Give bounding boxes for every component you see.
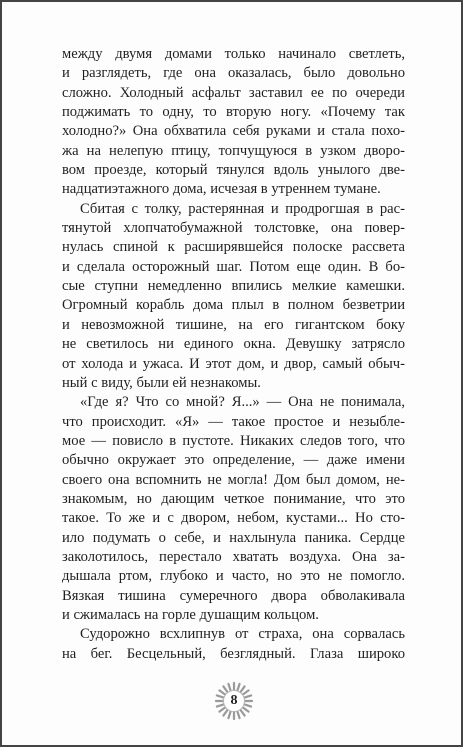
text-line: «Где я? Что со мной? Я...» — Она не понимала, bbox=[80, 394, 405, 411]
text-line: такое. То же и с двором, небом, кустами... Но сто- bbox=[62, 510, 405, 527]
text-line: своего она вспомнить не могла! Дом был домом, не- bbox=[62, 471, 405, 488]
text-line: заколотилось, перестало хватать воздуха. Она за- bbox=[62, 548, 405, 565]
page-number: 8 bbox=[230, 693, 238, 708]
text-line: Вязкая тишина сумеречного двора обволакивала bbox=[62, 587, 405, 604]
text-line: ило подумать о себе, и нахлынула паника. Сердце bbox=[62, 529, 405, 546]
text-line: от холода и ужаса. И этот дом, и двор, самый обыч- bbox=[62, 355, 405, 372]
text-line: Сбитая с толку, растерянная и продрогшая в рас- bbox=[80, 200, 405, 217]
text-line: и невозможной тишине, на его гигантском боку bbox=[62, 316, 405, 333]
text-line: мое — повисло в пустоте. Никаких следов того, что bbox=[62, 432, 405, 449]
text-line: жа на нелепую птицу, топчущуюся в узком дворо- bbox=[62, 142, 405, 159]
text-line: и сделала осторожный шаг. Потом еще один. В бо- bbox=[62, 258, 405, 275]
text-line: нулась спиной к расширявшейся полоске рассвета bbox=[62, 239, 405, 256]
body-text bbox=[62, 45, 405, 664]
text-line: поджимать то одну, то вторую ногу. «Почему так bbox=[62, 104, 405, 121]
text-line: Огромный корабль дома плыл в полном безветрии bbox=[62, 297, 405, 314]
page-number-ornament bbox=[214, 681, 254, 721]
text-line: что происходит. «Я» — такое простое и незыбле- bbox=[62, 413, 405, 430]
text-line: вом проезде, который тянулся вдоль унылого две- bbox=[62, 162, 405, 179]
text-line: обычно окружает это определение, — даже имени bbox=[62, 452, 405, 469]
text-line: Судорожно всхлипнув от страха, она сорвалась bbox=[80, 626, 405, 643]
text-line: дышала ртом, глубоко и часто, но это не помогло. bbox=[62, 568, 405, 585]
text-line: на бег. Бесцельный, безглядный. Глаза широко bbox=[62, 645, 405, 662]
text-line: и разглядеть, где она оказалась, было довольно bbox=[62, 65, 405, 82]
text-line: между двумя домами только начинало светлеть, bbox=[62, 46, 405, 62]
text-line: ный с виду, были ей незнакомы. bbox=[62, 374, 261, 391]
text-line: холодно?» Она обхватила себя руками и стала похо- bbox=[62, 123, 405, 140]
text-line: знакомым, но дающим четкое понимание, что это bbox=[62, 490, 405, 507]
text-line: не светилось ни единого окна. Девушку затрясло bbox=[62, 336, 405, 353]
text-line: сложно. Холодный асфальт заставил ее по очереди bbox=[62, 84, 405, 101]
text-line: сые ступни немедленно впились мелкие камешки. bbox=[62, 278, 405, 295]
text-line: надцатиэтажного дома, исчезая в утреннем тумане. bbox=[62, 181, 381, 198]
text-line: тянутой хлопчатобумажной толстовке, она повер- bbox=[62, 220, 405, 237]
text-line: и сжималась на горле душащим кольцом. bbox=[62, 606, 319, 623]
